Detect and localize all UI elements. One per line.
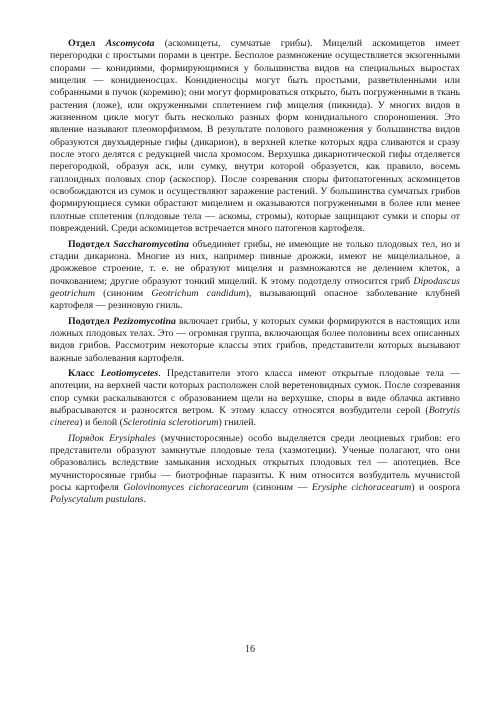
text-run: Подотдел — [68, 315, 113, 327]
text-run: Botrytis cinerea — [50, 404, 460, 429]
paragraph-pezizomycotina — [50, 316, 460, 365]
text-run: ) и оospora — [411, 482, 461, 494]
text-run: ), вызывающий опасное заболевание клубней картофеля — резиновую гниль. — [50, 287, 460, 312]
text-run: (синоним — [94, 287, 152, 299]
text-run: Leotiomycetes — [100, 367, 159, 379]
text-run: Dipodascus geotrichum — [50, 275, 460, 299]
text-run: (синоним — — [248, 482, 312, 494]
page-number: 16 — [245, 644, 255, 655]
text-run: Geotrichum candidum — [151, 287, 246, 299]
paragraph-saccharomycotina — [50, 239, 460, 313]
text-run: Pezizomycotina — [112, 315, 176, 327]
document-page — [50, 38, 460, 678]
text-run: Erysiphe cichoracearum — [311, 482, 412, 494]
text-run: . — [143, 494, 146, 506]
text-run: Подотдел — [68, 238, 114, 250]
text-run: Отдел — [68, 38, 106, 49]
text-run: . Представители этого класса имеют открытые плодовые тела — апотеции, на верхней части которых расположен слой веретеновидных сумок. После созревания спор сумки раскалываются с образованием щели на верхушке, споры в виде облачка активно выбрасываются и разносятся ветром. К этому классу относятся возбудители серой ( — [50, 367, 460, 416]
text-run: Saccharomycotina — [113, 238, 189, 250]
paragraph-erysiphales — [50, 433, 460, 507]
text-run: ) гнилей. — [218, 417, 256, 429]
text-run: ) и белой ( — [79, 417, 123, 429]
text-run: объединяет грибы, не имеющие не только плодовых тел, но и стадии дикариона. Многие из них, например пивные дрожжи, имеют не мицелиальное, а дрожжевое строение, т. е. не образуют мицелия и размножаются не делением клеток, а почкованием; другие образуют тонкий мицелий. К этому подотделу относится гриб — [50, 238, 461, 287]
text-run: Sclerotinia sclerotiorum — [122, 417, 219, 429]
text-run: (аскомицеты, сумчатые грибы). Мицелий аскомицетов имеет перегородки с простыми порами в центре. Бесполое размножение осуществляется экзогенными спорами — конидиями, формирующимися у большинства видов на специальных выростах мицелия — конидиеносцах. Конидиеносцы могут быть простыми, разветвленными или собранными в пучок (коремию); они могут формироваться открыто, быть погруженными в ткань растения (ложе), или окруженными сплетением гиф мицелия (пикнида). У многих видов в жизненном цикле могут быть несколько разных форм конидиального спороношения. Это явление называют плеоморфизмом. В результате полового размножения у большинства видов образуются двухъядерные гифы (дикарион), в верхней клетке которых ядра сливаются и сразу после этого делятся с редукцией числа хромосом. Верхушка дикариотической гифы отделяется перегородкой, образуя аск, или сумку, внутри которой образуется, как правило, восемь гаплоидных половых спор (аскоспор). После созревания споры фитопатогенных аскомицетов освобождаются из сумок и осуществляют заражение растений. У большинства сумчатых грибов формирующиеся сумки обрастают мицелием и оказываются погруженными в более или менее плотные сплетения (плодовые тела — аскомы, стромы), которые защищают сумки и споры от повреждений. Среди аскомицетов встречается много патогенов картофеля. — [50, 38, 460, 235]
text-run: (мучнисторосяные) особо выделяется среди леоциевых грибов: его представители образуют замкнутые плодовые тела (хазмотеции). Ученые полагают, что они образовались вследствие замыкания исходных открытых плодовых тел — апотециев. Все мучнисторосяные грибы — биотрофные паразиты. К ним относится возбудитель мучнистой росы картофеля — [50, 432, 461, 494]
text-run: Golovinomyces cichoracearum — [123, 482, 249, 494]
text-run: Порядок Erysiphales — [68, 432, 156, 444]
text-run: Polyscytalum pustulans — [50, 494, 144, 506]
text-run: Ascomycota — [105, 38, 155, 49]
text-run: Класс — [68, 367, 101, 379]
text-run: включает грибы, у которых сумки формируются в настоящих или ложных плодовых телах. Это — огромная группа, включающая более половины всех описанных видов грибов. Рассмотрим некоторые классы этих грибов, представители которых вызывают важные заболевания картофеля. — [50, 315, 460, 364]
paragraph-leotiomycetes — [50, 368, 460, 430]
paragraph-ascomycota — [50, 38, 460, 236]
